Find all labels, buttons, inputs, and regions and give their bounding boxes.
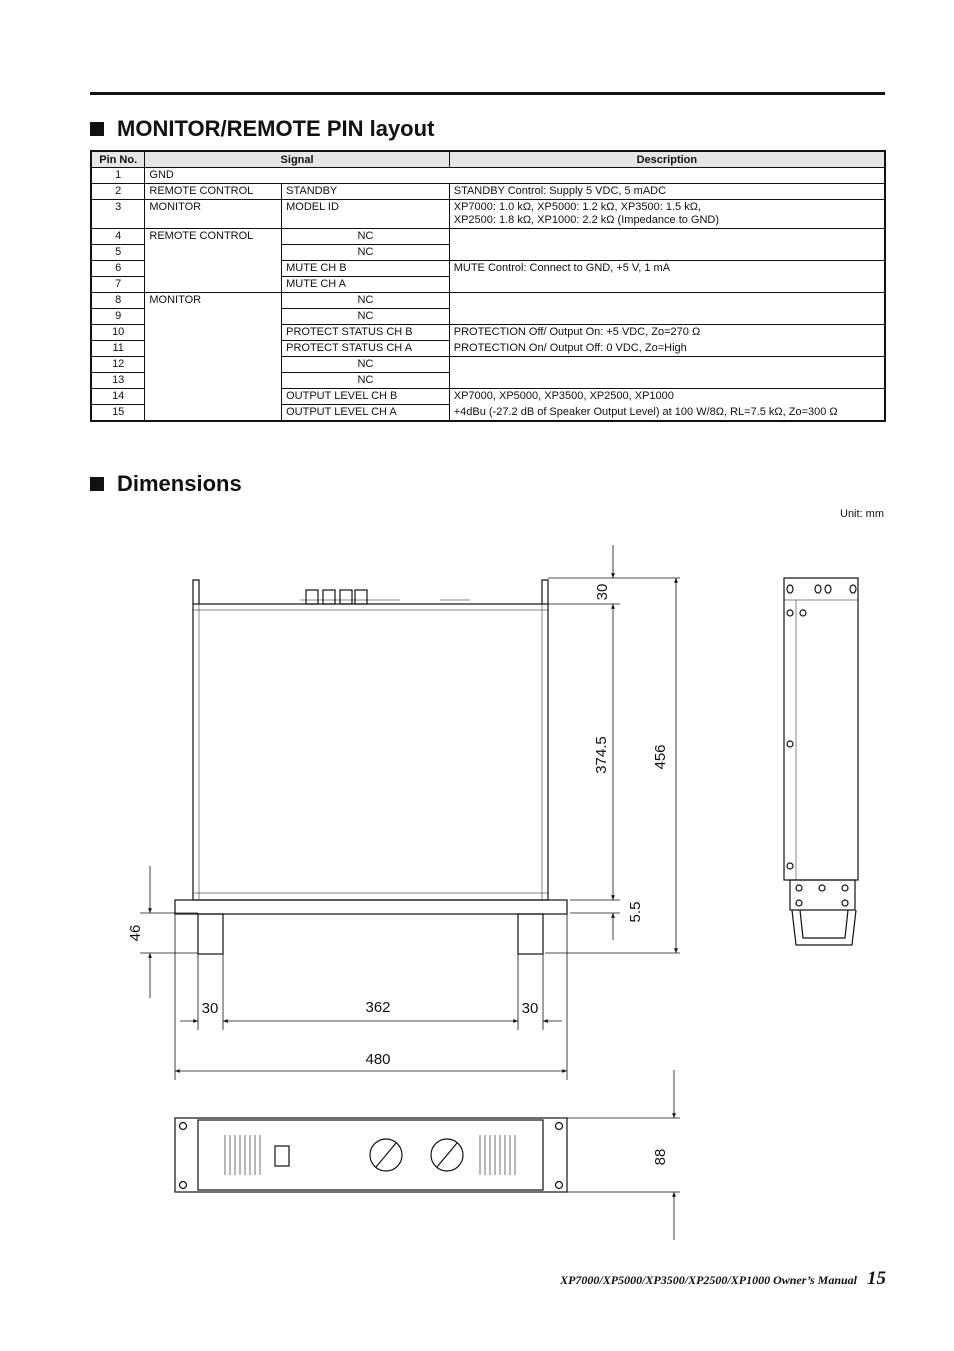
signal-group-cell: REMOTE CONTROL bbox=[145, 184, 282, 200]
dim-width: 480 bbox=[365, 1051, 391, 1068]
pin-cell: 9 bbox=[91, 309, 145, 325]
pin-cell: 1 bbox=[91, 168, 145, 184]
page-footer bbox=[560, 1268, 886, 1290]
pin-cell: 4 bbox=[91, 229, 145, 245]
description-cell: MUTE Control: Connect to GND, +5 V, 1 mA bbox=[449, 261, 885, 293]
pin-cell: 8 bbox=[91, 293, 145, 309]
signal-group-cell: MONITOR bbox=[145, 293, 282, 422]
front-view bbox=[175, 1118, 567, 1192]
dim-left-inset: 30 bbox=[201, 1000, 219, 1017]
header-pin-no: Pin No. bbox=[91, 151, 145, 168]
signal-cell: NC bbox=[282, 309, 450, 325]
pin-cell: 6 bbox=[91, 261, 145, 277]
signal-group-cell: REMOTE CONTROL bbox=[145, 229, 282, 293]
side-view bbox=[784, 578, 858, 945]
pin-cell: 11 bbox=[91, 341, 145, 357]
pin-layout-title: MONITOR/REMOTE PIN layout bbox=[117, 116, 435, 141]
signal-cell: NC bbox=[282, 293, 450, 309]
top-view bbox=[175, 580, 567, 954]
pin-cell: 2 bbox=[91, 184, 145, 200]
dimension-lines bbox=[140, 545, 680, 1240]
signal-cell: NC bbox=[282, 373, 450, 389]
description-line: XP7000: 1.0 kΩ, XP5000: 1.2 kΩ, XP3500: 1.5 kΩ, bbox=[453, 201, 701, 213]
dim-body-depth: 374.5 bbox=[593, 736, 610, 774]
manual-title: XP7000/XP5000/XP3500/XP2500/XP1000 Owner’s Manual bbox=[560, 1273, 857, 1287]
dim-feet-height: 46 bbox=[127, 924, 144, 942]
signal-cell: PROTECT STATUS CH B bbox=[282, 325, 450, 341]
header-description: Description bbox=[449, 151, 885, 168]
description-cell: PROTECTION On/ Output Off: 0 VDC, Zo=High bbox=[449, 341, 885, 357]
pin-cell: 12 bbox=[91, 357, 145, 373]
dim-rear-offset: 5.5 bbox=[627, 901, 644, 923]
dim-right-inset: 30 bbox=[521, 1000, 539, 1017]
description-cell: PROTECTION Off/ Output On: +5 VDC, Zo=270 Ω bbox=[449, 325, 885, 341]
description-cell: XP7000, XP5000, XP3500, XP2500, XP1000 bbox=[449, 389, 885, 405]
page-number: 15 bbox=[867, 1268, 886, 1289]
unit-label: Unit: mm bbox=[840, 508, 884, 520]
description-cell: STANDBY Control: Supply 5 VDC, 5 mADC bbox=[449, 184, 885, 200]
description-line: XP2500: 1.8 kΩ, XP1000: 2.2 kΩ (Impedance to GND) bbox=[453, 214, 720, 226]
pin-cell: 15 bbox=[91, 405, 145, 422]
dim-top-offset: 30 bbox=[594, 583, 611, 601]
signal-cell: NC bbox=[282, 245, 450, 261]
dim-foot-span: 362 bbox=[365, 999, 391, 1016]
signal-cell: OUTPUT LEVEL CH A bbox=[282, 405, 450, 422]
dim-total-depth: 456 bbox=[652, 744, 669, 770]
signal-cell: OUTPUT LEVEL CH B bbox=[282, 389, 450, 405]
pin-cell: 7 bbox=[91, 277, 145, 293]
signal-cell: MUTE CH B bbox=[282, 261, 450, 277]
signal-cell: MUTE CH A bbox=[282, 277, 450, 293]
signal-cell: GND bbox=[145, 168, 885, 184]
signal-cell: NC bbox=[282, 229, 450, 245]
signal-cell: MODEL ID bbox=[282, 200, 450, 229]
description-cell: +4dBu (-27.2 dB of Speaker Output Level) at 100 W/8Ω, RL=7.5 kΩ, Zo=300 Ω bbox=[449, 405, 885, 422]
pin-cell: 5 bbox=[91, 245, 145, 261]
dim-front-height: 88 bbox=[652, 1148, 669, 1166]
dimensions-title: Dimensions bbox=[117, 471, 242, 496]
pin-cell: 3 bbox=[91, 200, 145, 229]
pin-cell: 13 bbox=[91, 373, 145, 389]
signal-cell: NC bbox=[282, 357, 450, 373]
signal-group-cell: MONITOR bbox=[145, 200, 282, 229]
signal-cell: STANDBY bbox=[282, 184, 450, 200]
signal-cell: PROTECT STATUS CH A bbox=[282, 341, 450, 357]
pin-cell: 14 bbox=[91, 389, 145, 405]
header-signal: Signal bbox=[145, 151, 449, 168]
pin-cell: 10 bbox=[91, 325, 145, 341]
